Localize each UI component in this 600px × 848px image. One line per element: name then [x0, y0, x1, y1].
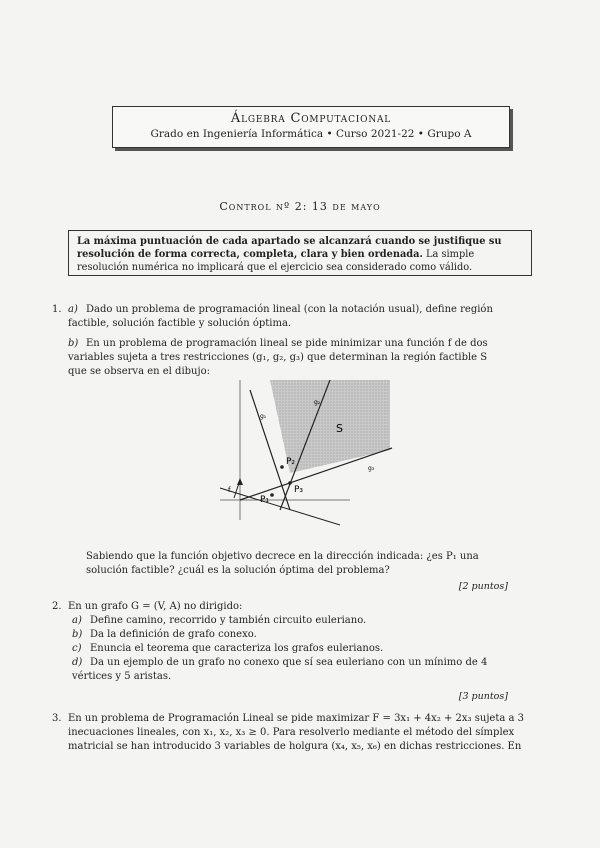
- region-label: S: [336, 422, 343, 435]
- p1-point: [270, 493, 274, 497]
- part-text: En un problema de programación lineal se pide minimizar una función f de dos variables sujeta a tres restricciones (g₁, g₂, g₃) que determinan la región factible S que se observa en el dibujo:: [68, 338, 488, 377]
- arrow-head-icon: [237, 478, 243, 485]
- objective-line: [220, 488, 340, 525]
- course-subtitle: Grado en Ingeniería Informática • Curso 2021-22 • Grupo A: [150, 128, 472, 140]
- q2-part-a: [72, 614, 512, 628]
- q2-intro: En un grafo G = (V, A) no dirigido:: [68, 601, 243, 612]
- feasible-region-figure: [210, 380, 400, 540]
- course-title: Álgebra Computacional: [230, 111, 392, 126]
- q1-part-a: [68, 303, 508, 331]
- question-number: 2.: [52, 601, 62, 612]
- p2-label: P₂: [286, 457, 296, 467]
- part-label: a): [68, 304, 78, 315]
- p2-point: [280, 465, 284, 469]
- part-label: c): [72, 643, 82, 654]
- part-text: Da la definición de grafo conexo.: [90, 629, 257, 640]
- part-label: b): [72, 629, 83, 640]
- g2-label: g₂: [314, 399, 321, 406]
- q2-points: [3 puntos]: [458, 691, 508, 702]
- g1-label: g₁: [260, 413, 267, 420]
- p3-label: P₃: [294, 485, 304, 495]
- q3-line-3: matricial se han introducido 3 variables de holgura (x₄, x₅, x₆) en dichas restricciones. En: [68, 741, 522, 752]
- question-number: 3.: [52, 713, 62, 724]
- notice-box: [68, 230, 532, 276]
- q1-points: [2 puntos]: [458, 581, 508, 592]
- part-text: Da un ejemplo de un grafo no conexo que sí sea euleriano con un mínimo de 4 vértices y 5 aristas.: [72, 657, 488, 682]
- part-text: Enuncia el teorema que caracteriza los grafos eulerianos.: [90, 643, 384, 654]
- g3-label: g₃: [368, 465, 375, 472]
- q2-part-c: [72, 642, 512, 656]
- part-text: Define camino, recorrido y también circuito euleriano.: [90, 615, 367, 626]
- notice-normal: La simple resolución numérica no implicará que el ejercicio sea considerado como válido.: [77, 249, 475, 273]
- arrow-label: f: [228, 486, 231, 494]
- p1-label: P₁: [260, 495, 270, 505]
- q1-after-figure: Sabiendo que la función objetivo decrece en la dirección indicada: ¿es P₁ una solución factible? ¿cuál es la solución óptima del problema?: [86, 551, 479, 576]
- q3-line-1: En un problema de Programación Lineal se pide maximizar F = 3x₁ + 4x₂ + 2x₃ sujeta a 3: [68, 713, 525, 724]
- q2-part-d: [72, 656, 512, 684]
- p3-point: [288, 481, 292, 485]
- part-label: a): [72, 615, 82, 626]
- notice-bold: La máxima puntuación de cada apartado se alcanzará cuando se justifique su resolución de forma correcta, completa, clara y bien ordenada.: [77, 236, 502, 260]
- part-label: d): [72, 657, 83, 668]
- q1-part-b: [68, 337, 508, 379]
- control-title: Control nº 2: 13 de mayo: [219, 200, 381, 213]
- header-box: [112, 106, 510, 148]
- q2-part-b: [72, 628, 512, 642]
- question-number: 1.: [52, 304, 62, 315]
- part-label: b): [68, 338, 79, 349]
- q3-line-2: inecuaciones lineales, con x₁, x₂, x₃ ≥ 0. Para resolverlo mediante el método del símplex: [68, 727, 515, 738]
- part-text: Dado un problema de programación lineal (con la notación usual), define región factible, solución factible y solución óptima.: [68, 304, 493, 329]
